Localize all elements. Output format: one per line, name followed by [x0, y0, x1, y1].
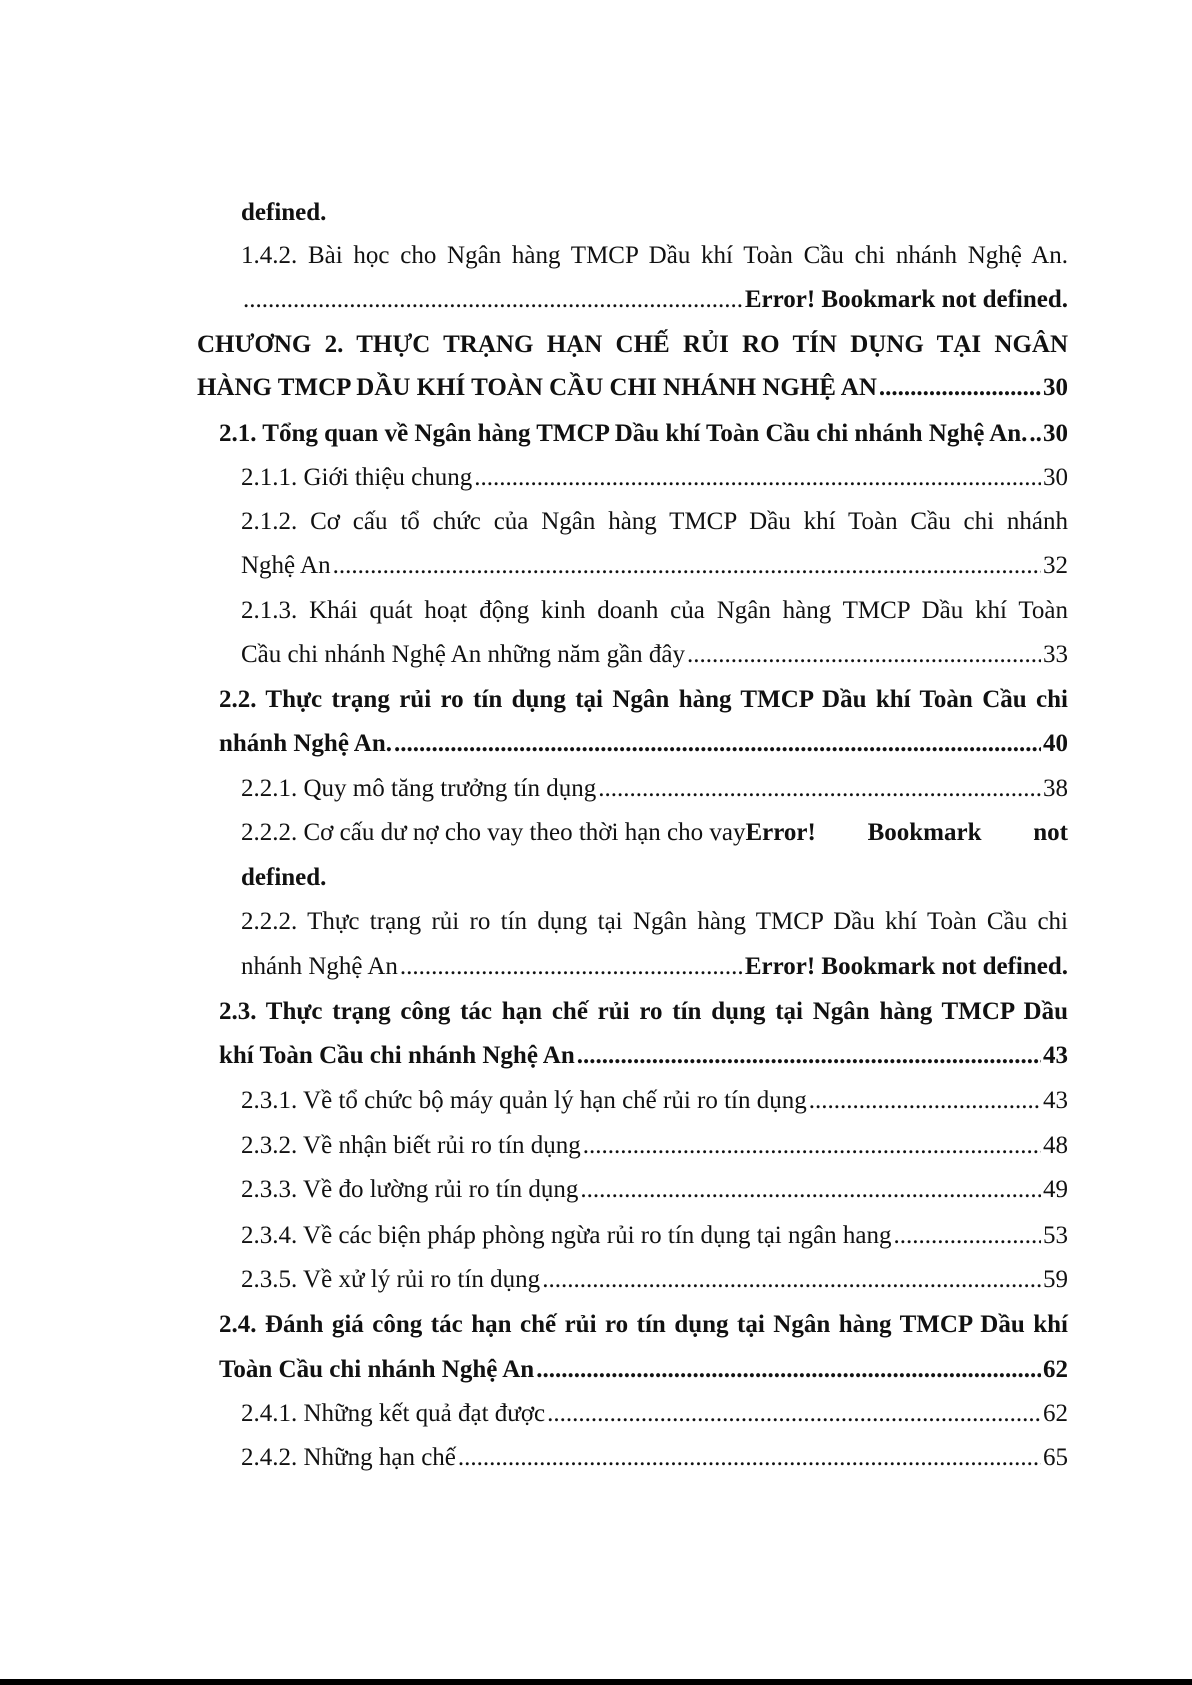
dot-leader — [333, 551, 1041, 581]
toc-entry-2-2-2a-line2: defined. — [241, 864, 327, 891]
toc-entry-1-4-2[interactable]: 1.4.2. Bài học cho Ngân hàng TMCP Dầu khí Toàn Cầu chi nhánh Nghệ An. — [241, 242, 1068, 269]
entry-text: 2.2.2. Cơ cấu dư nợ cho vay theo thời hạn cho vay — [241, 819, 746, 846]
entry-text: 2.3.4. Về các biện pháp phòng ngừa rủi ro tín dụng tại ngân hang — [241, 1222, 892, 1249]
dot-leader — [1029, 419, 1041, 449]
page-number: 32 — [1043, 552, 1068, 579]
toc-entry-2-3-line2 — [219, 1041, 1068, 1071]
toc-entry-2-2-1[interactable] — [241, 774, 1068, 804]
page-number: 62 — [1043, 1356, 1068, 1383]
toc-entry-2-2-2b-line2 — [241, 952, 1068, 982]
error-text: Error! — [745, 819, 816, 846]
page-number: 59 — [1043, 1266, 1068, 1293]
page-number: 65 — [1043, 1444, 1068, 1471]
toc-entry-continued: defined. — [241, 199, 327, 226]
error-text: Bookmark — [867, 819, 982, 846]
toc-entry-2-2[interactable]: 2.2. Thực trạng rủi ro tín dụng tại Ngân hàng TMCP Dầu khí Toàn Cầu chi — [219, 686, 1068, 713]
toc-entry-1-4-2-leader — [241, 285, 1068, 315]
toc-entry-2-4-line2 — [219, 1355, 1068, 1385]
page-number: Error! Bookmark not defined. — [744, 286, 1068, 313]
page-number: 62 — [1043, 1400, 1068, 1427]
toc-entry-2-4[interactable]: 2.4. Đánh giá công tác hạn chế rủi ro tín dụng tại Ngân hàng TMCP Dầu khí — [219, 1311, 1068, 1338]
entry-text: Cầu chi nhánh Nghệ An những năm gần đây — [241, 641, 686, 668]
entry-text: Nghệ An — [241, 552, 331, 579]
dot-leader — [583, 1131, 1041, 1161]
toc-entry-2-1-3[interactable]: 2.1.3. Khái quát hoạt động kinh doanh của Ngân hàng TMCP Dầu khí Toàn — [241, 597, 1068, 624]
entry-text: 2.4.2. Những hạn chế — [241, 1444, 456, 1471]
dot-leader — [809, 1086, 1041, 1116]
toc-entry-2-3-1[interactable] — [241, 1086, 1068, 1116]
page-number: 33 — [1043, 641, 1068, 668]
toc-entry-2-3-4[interactable] — [241, 1221, 1068, 1251]
dot-leader — [542, 1265, 1041, 1295]
dot-leader — [458, 1443, 1041, 1473]
page-edge-divider — [0, 1679, 1192, 1685]
dot-leader — [687, 640, 1041, 670]
toc-entry-2-1-3-line2 — [241, 640, 1068, 670]
page-number: 40 — [1043, 730, 1068, 757]
entry-text: 2.1. Tổng quan về Ngân hàng TMCP Dầu khí Toàn Cầu chi nhánh Nghệ An. — [219, 420, 1028, 447]
page-number: 38 — [1043, 775, 1068, 802]
toc-entry-2-3[interactable]: 2.3. Thực trạng công tác hạn chế rủi ro tín dụng tại Ngân hàng TMCP Dầu — [219, 998, 1068, 1025]
dot-leader — [547, 1399, 1041, 1429]
page-number: 43 — [1043, 1087, 1068, 1114]
page-number: Error! Bookmark not defined. — [744, 953, 1068, 980]
toc-chapter-2-line2 — [197, 373, 1068, 403]
entry-text: 2.3.3. Về đo lường rủi ro tín dụng — [241, 1176, 579, 1203]
entry-text: Toàn Cầu chi nhánh Nghệ An — [219, 1356, 535, 1383]
toc-chapter-2[interactable]: CHƯƠNG 2. THỰC TRẠNG HẠN CHẾ RỦI RO TÍN DỤNG TẠI NGÂN — [197, 331, 1068, 358]
page-number: 30 — [1043, 464, 1068, 491]
toc-entry-2-4-1[interactable] — [241, 1399, 1068, 1429]
page-number: 43 — [1043, 1042, 1068, 1069]
error-text: not — [1033, 819, 1068, 846]
dot-leader — [536, 1355, 1041, 1385]
toc-entry-2-4-2[interactable] — [241, 1443, 1068, 1473]
entry-text: nhánh Nghệ An. — [219, 730, 392, 757]
dot-leader — [893, 1221, 1041, 1251]
dot-leader — [879, 373, 1041, 403]
toc-entry-2-2-line2 — [219, 729, 1068, 759]
toc-entry-2-1-2-line2 — [241, 551, 1068, 581]
entry-text: 2.3.1. Về tổ chức bộ máy quản lý hạn chế rủi ro tín dụng — [241, 1087, 807, 1114]
entry-text: 2.2.1. Quy mô tăng trưởng tín dụng — [241, 775, 597, 802]
toc-entry-2-3-2[interactable] — [241, 1131, 1068, 1161]
toc-entry-2-2-2a[interactable] — [241, 818, 1068, 848]
toc-entry-2-3-5[interactable] — [241, 1265, 1068, 1295]
entry-text: 2.3.2. Về nhận biết rủi ro tín dụng — [241, 1132, 581, 1159]
toc-entry-2-1-2[interactable]: 2.1.2. Cơ cấu tổ chức của Ngân hàng TMCP Dầu khí Toàn Cầu chi nhánh — [241, 508, 1068, 535]
dot-leader — [598, 774, 1041, 804]
dot-leader — [394, 729, 1041, 759]
toc-entry-2-2-2b[interactable]: 2.2.2. Thực trạng rủi ro tín dụng tại Ngân hàng TMCP Dầu khí Toàn Cầu chi — [241, 908, 1068, 935]
toc-entry-2-1[interactable] — [219, 419, 1068, 449]
dot-leader — [580, 1175, 1041, 1205]
dot-leader — [243, 285, 743, 315]
dot-leader — [474, 463, 1041, 493]
entry-text: 2.3.5. Về xử lý rủi ro tín dụng — [241, 1266, 541, 1293]
dot-leader — [577, 1041, 1041, 1071]
toc-entry-2-1-1[interactable] — [241, 463, 1068, 493]
page-number: 53 — [1043, 1222, 1068, 1249]
entry-text: 2.1.1. Giới thiệu chung — [241, 464, 473, 491]
page-number: 30 — [1043, 374, 1068, 401]
page-number: 30 — [1043, 420, 1068, 447]
dot-leader — [400, 952, 743, 982]
page-number: 48 — [1043, 1132, 1068, 1159]
entry-text: 2.4.1. Những kết quả đạt được — [241, 1400, 546, 1427]
entry-text: HÀNG TMCP DẦU KHÍ TOÀN CẦU CHI NHÁNH NGHỆ AN — [197, 374, 877, 401]
entry-text: khí Toàn Cầu chi nhánh Nghệ An — [219, 1042, 575, 1069]
page-number: 49 — [1043, 1176, 1068, 1203]
entry-text: nhánh Nghệ An — [241, 953, 398, 980]
toc-entry-2-3-3[interactable] — [241, 1175, 1068, 1205]
